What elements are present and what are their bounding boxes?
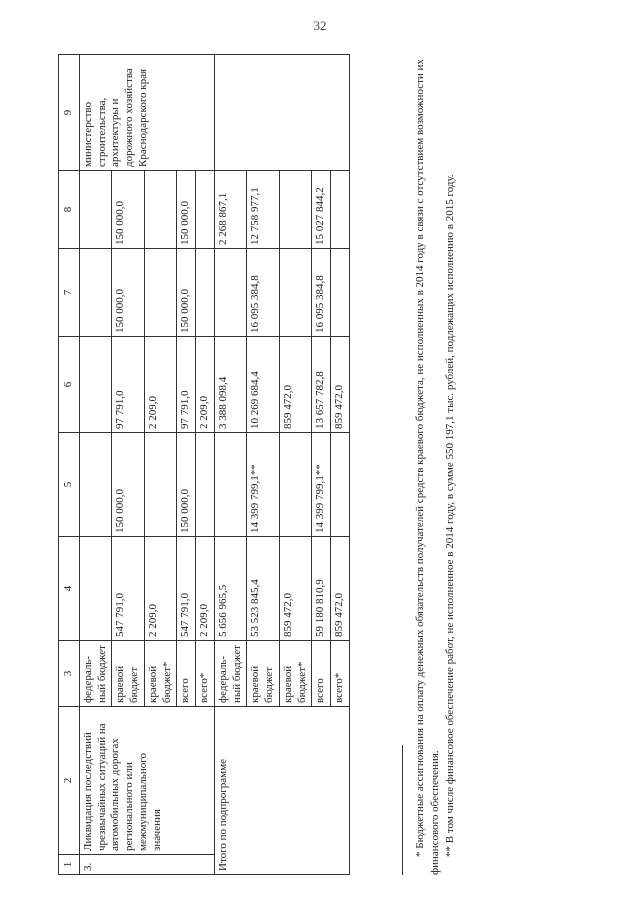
footnotes [402, 55, 458, 875]
value-cell [79, 337, 112, 433]
value-cell: 547 791,0 [112, 537, 145, 641]
header-cell: 7 [59, 249, 80, 337]
header-cell: 5 [59, 433, 80, 537]
value-cell: 14 399 799,1** [312, 433, 331, 537]
value-cell: 14 399 799,1** [247, 433, 280, 537]
value-cell: 16 095 384,8 [312, 249, 331, 337]
value-cell [331, 171, 350, 249]
value-cell: 2 268 867,1 [214, 171, 247, 249]
value-cell: 2 209,0 [144, 337, 177, 433]
value-cell: 15 027 844,2 [312, 171, 331, 249]
footnote-1: * Бюджетные ассигнования на оплату денежных обязательств получателей средств краевого бюджета, не исполненных в 2014 году в связи с отсутствием возможности их финансового обеспечения. [414, 59, 441, 875]
header-cell: 6 [59, 337, 80, 433]
row-number: 3. [79, 855, 214, 875]
header-cell: 1 [59, 855, 80, 875]
table-row [214, 55, 247, 875]
value-cell [196, 171, 215, 249]
value-cell: 150 000,0 [177, 249, 196, 337]
footnote-2: ** В том числе финансовое обеспечение работ, не исполненное в 2014 году, в сумме 550 197,1 тыс. рублей, подлежащих исполнению в 2015 году. [443, 174, 456, 857]
funding-source: всего* [196, 641, 215, 707]
value-cell: 97 791,0 [177, 337, 196, 433]
header-cell: 4 [59, 537, 80, 641]
header-cell: 8 [59, 171, 80, 249]
value-cell [331, 249, 350, 337]
value-cell: 97 791,0 [112, 337, 145, 433]
footnote-divider [402, 745, 403, 875]
header-cell: 2 [59, 707, 80, 855]
value-cell: 10 269 684,4 [247, 337, 280, 433]
value-cell [79, 249, 112, 337]
value-cell [144, 433, 177, 537]
funding-source: краевой бюджет* [144, 641, 177, 707]
funding-source: всего [177, 641, 196, 707]
funding-source: федераль-ный бюджет [79, 641, 112, 707]
value-cell: 13 657 782,8 [312, 337, 331, 433]
value-cell: 859 472,0 [331, 537, 350, 641]
program-table [58, 54, 350, 875]
value-cell [79, 171, 112, 249]
value-cell: 859 472,0 [279, 537, 312, 641]
value-cell [79, 537, 112, 641]
value-cell [279, 433, 312, 537]
value-cell [144, 171, 177, 249]
value-cell: 5 656 965,5 [214, 537, 247, 641]
value-cell: 150 000,0 [112, 249, 145, 337]
responsible-ministry: министерство строительства, архитектуры и дорожного хозяйства Краснодарского края [79, 55, 214, 171]
value-cell: 2 209,0 [196, 337, 215, 433]
value-cell [79, 433, 112, 537]
funding-source: краевой бюджет [247, 641, 280, 707]
value-cell [279, 249, 312, 337]
value-cell: 859 472,0 [331, 337, 350, 433]
value-cell [144, 249, 177, 337]
funding-source: всего* [331, 641, 350, 707]
value-cell [196, 249, 215, 337]
value-cell: 2 209,0 [144, 537, 177, 641]
value-cell [279, 171, 312, 249]
empty-ministry-cell [214, 55, 349, 171]
value-cell [214, 249, 247, 337]
header-cell: 9 [59, 55, 80, 171]
value-cell: 2 209,0 [196, 537, 215, 641]
header-row [59, 55, 80, 875]
funding-source: краевой бюджет* [279, 641, 312, 707]
page-number: 32 [313, 18, 327, 33]
value-cell: 859 472,0 [279, 337, 312, 433]
value-cell: 16 095 384,8 [247, 249, 280, 337]
funding-source: федераль-ный бюджет [214, 641, 247, 707]
table-row [79, 55, 112, 875]
value-cell: 12 758 977,1 [247, 171, 280, 249]
value-cell: 150 000,0 [112, 171, 145, 249]
rotated-page-content [58, 45, 528, 875]
value-cell: 150 000,0 [177, 171, 196, 249]
value-cell: 150 000,0 [112, 433, 145, 537]
header-cell: 3 [59, 641, 80, 707]
value-cell [196, 433, 215, 537]
value-cell: 53 523 845,4 [247, 537, 280, 641]
measure-name: Ликвидация последствий чрезвычайных ситуаций на автомобильных дорогах регионального или межмуниципального значения [79, 707, 214, 855]
total-label: Итого по подпрограмме [214, 707, 349, 875]
value-cell [214, 433, 247, 537]
funding-source: всего [312, 641, 331, 707]
value-cell: 3 388 098,4 [214, 337, 247, 433]
value-cell: 150 000,0 [177, 433, 196, 537]
value-cell: 547 791,0 [177, 537, 196, 641]
value-cell [331, 433, 350, 537]
funding-source: краевой бюджет [112, 641, 145, 707]
value-cell: 59 180 810,9 [312, 537, 331, 641]
